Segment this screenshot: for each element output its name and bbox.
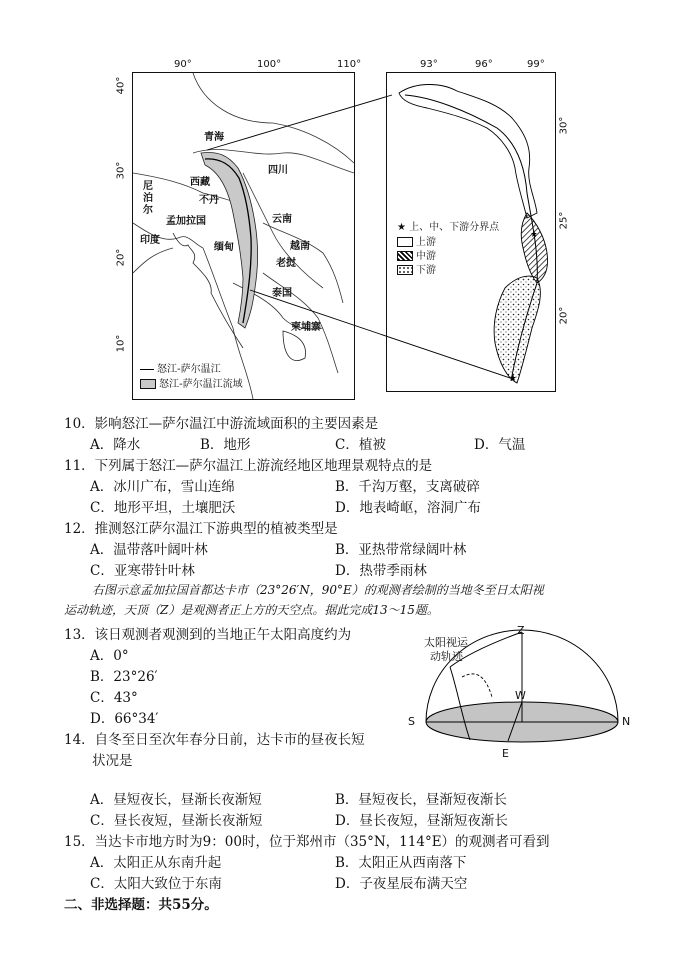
lon-tick: 90° bbox=[174, 59, 192, 70]
lat-tick: 10° bbox=[115, 334, 127, 353]
q12-option-b[interactable]: B．亚热带常绿阔叶林 bbox=[335, 542, 467, 558]
sun-path-caption-2: 动轨迹 bbox=[430, 650, 463, 663]
q13-option-d[interactable]: D．66°34′ bbox=[90, 711, 159, 727]
q13-option-c[interactable]: C．43° bbox=[90, 690, 138, 706]
q12-option-a[interactable]: A．温带落叶阔叶林 bbox=[90, 542, 208, 558]
lon-tick: 100° bbox=[257, 59, 282, 70]
q10-option-a[interactable]: A．降水 bbox=[90, 437, 141, 453]
q11-option-d[interactable]: D．地表崎岖，溶洞广布 bbox=[335, 500, 481, 516]
question-12-stem: 12．推测怒江萨尔温江下游典型的植被类型是 bbox=[64, 521, 338, 537]
label-west: W bbox=[515, 689, 526, 702]
label-thailand: 泰国 bbox=[272, 288, 292, 299]
question-14-stem-1: 14．自冬至日至次年春分日前，达卡市的昼夜长短 bbox=[64, 732, 365, 748]
lat-tick: 20° bbox=[115, 248, 127, 267]
lat-tick: 40° bbox=[115, 76, 127, 95]
q14-option-c[interactable]: C．昼长夜短，昼渐长夜渐短 bbox=[90, 813, 263, 829]
legend-basin: 怒江-萨尔温江流域 bbox=[140, 375, 243, 390]
q11-option-c[interactable]: C．地形平坦，土壤肥沃 bbox=[90, 500, 236, 516]
legend-river: 怒江-萨尔温江 bbox=[140, 360, 221, 375]
q13-option-a[interactable]: A．0° bbox=[90, 648, 129, 664]
lon-tick: 99° bbox=[527, 59, 545, 70]
intro-line-2: 运动轨迹，天顶（Z）是观测者正上方的天空点。据此完成13～15题。 bbox=[64, 603, 439, 617]
lon-tick: 96° bbox=[475, 59, 493, 70]
q14-option-a[interactable]: A．昼短夜长，昼渐长夜渐短 bbox=[90, 792, 262, 808]
legend-lower: 下游 bbox=[397, 261, 436, 276]
label-xizang: 西藏 bbox=[190, 177, 210, 188]
label-north: N bbox=[622, 715, 631, 728]
q10-option-d[interactable]: D．气温 bbox=[474, 437, 526, 453]
label-sichuan: 四川 bbox=[268, 165, 288, 176]
lat-tick: 20° bbox=[558, 306, 570, 325]
question-14-stem-2: 状况是 bbox=[92, 753, 133, 769]
q15-option-a[interactable]: A．太阳正从东南升起 bbox=[90, 855, 222, 871]
q12-option-d[interactable]: D．热带季雨林 bbox=[335, 563, 427, 579]
label-bhutan: 不丹 bbox=[199, 195, 219, 206]
q15-option-c[interactable]: C．太阳大致位于东南 bbox=[90, 876, 222, 892]
lon-tick: 93° bbox=[420, 59, 438, 70]
q12-option-c[interactable]: C．亚寒带针叶林 bbox=[90, 563, 195, 579]
question-11-stem: 11．下列属于怒江—萨尔温江上游流经地区地理景观特点的是 bbox=[64, 458, 433, 474]
lat-tick: 25° bbox=[558, 211, 570, 230]
lat-tick: 30° bbox=[115, 161, 127, 180]
legend-upper: 上游 bbox=[397, 233, 436, 248]
label-cambodia: 柬埔寨 bbox=[291, 322, 321, 333]
q10-option-b[interactable]: B．地形 bbox=[200, 437, 251, 453]
legend-middle: 中游 bbox=[397, 247, 436, 262]
q11-option-b[interactable]: B．千沟万壑，支离破碎 bbox=[335, 479, 480, 495]
label-zenith: Z bbox=[517, 624, 525, 637]
section-heading: 二、非选择题：共55分。 bbox=[64, 897, 218, 913]
label-bangladesh: 孟加拉国 bbox=[166, 216, 206, 227]
question-10-stem: 10．影响怒江—萨尔温江中游流域面积的主要因素是 bbox=[64, 416, 379, 432]
q10-option-c[interactable]: C．植被 bbox=[335, 437, 386, 453]
lon-tick: 110° bbox=[337, 59, 362, 70]
q13-option-b[interactable]: B．23°26′ bbox=[90, 669, 158, 685]
q14-option-b[interactable]: B．昼短夜长，昼渐短夜渐长 bbox=[335, 792, 507, 808]
sun-path-caption-1: 太阳视运 bbox=[424, 636, 468, 649]
q14-option-d[interactable]: D．昼长夜短，昼渐短夜渐长 bbox=[335, 813, 508, 829]
lat-tick: 30° bbox=[558, 116, 570, 135]
label-india: 印度 bbox=[140, 235, 160, 246]
question-15-stem: 15．当达卡市地方时为9：00时，位于郑州市（35°N，114°E）的观测者可看到 bbox=[64, 834, 550, 850]
legend-point: ★ 上、中、下游分界点 bbox=[397, 222, 500, 233]
label-east: E bbox=[502, 747, 509, 760]
q15-option-b[interactable]: B．太阳正从西南落下 bbox=[335, 855, 467, 871]
label-myanmar: 缅甸 bbox=[214, 242, 234, 253]
label-vietnam: 越南 bbox=[290, 241, 310, 252]
label-qinghai: 青海 bbox=[204, 132, 224, 143]
q15-option-d[interactable]: D．子夜星辰布满天空 bbox=[335, 876, 468, 892]
question-13-stem: 13．该日观测者观测到的当地正午太阳高度约为 bbox=[64, 627, 352, 643]
label-laos: 老挝 bbox=[276, 258, 296, 269]
label-south: S bbox=[408, 715, 415, 728]
label-nepal: 尼泊尔 bbox=[143, 181, 153, 216]
intro-line-1: 右图示意孟加拉国首都达卡市（23°26′N，90°E）的观测者绘制的当地冬至日太阳视 bbox=[92, 583, 544, 597]
connector-lines bbox=[0, 0, 688, 400]
label-yunnan: 云南 bbox=[272, 214, 292, 225]
q11-option-a[interactable]: A．冰川广布，雪山连绵 bbox=[90, 479, 235, 495]
